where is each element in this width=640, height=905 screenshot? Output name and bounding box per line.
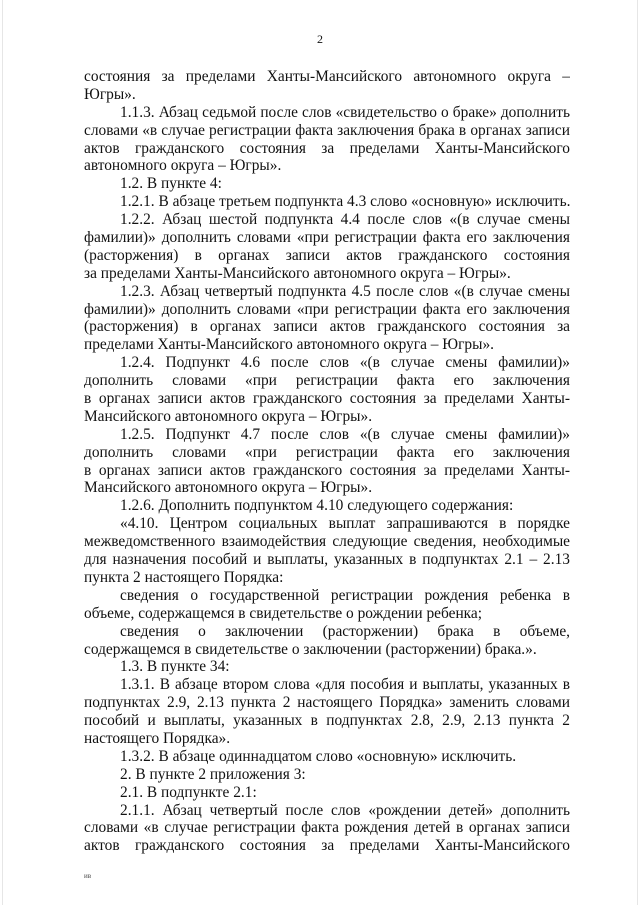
text-line: 1.2.1. В абзаце третьем подпункта 4.3 слово «основную» исключить. bbox=[120, 193, 571, 211]
text-line: фамилии)» дополнить словами «при регистрации факта его заключения bbox=[84, 300, 570, 318]
text-line: подпунктах 2.9, 2.13 пункта 2 настоящего Порядка» заменить словами bbox=[84, 694, 570, 712]
text-line: 2.1. В подпункте 2.1: bbox=[120, 783, 257, 801]
text-line: Югры». bbox=[84, 85, 136, 103]
text-line: 1.2.3. Абзац четвертый подпункта 4.5 после слов «(в случае смены bbox=[120, 282, 570, 300]
text-line: автономного округа – Югры». bbox=[84, 157, 282, 175]
text-line: в органах записи актов гражданского состояния за пределами Ханты- bbox=[84, 461, 570, 479]
text-line: словами «в случае регистрации факта рождения детей в органах записи bbox=[84, 819, 570, 837]
text-line: 1.2. В пункте 4: bbox=[120, 175, 222, 193]
text-line: фамилии)» дополнить словами «при регистрации факта его заключения bbox=[84, 229, 570, 247]
text-line: межведомственного взаимодействия следующие сведения, необходимые bbox=[84, 533, 570, 551]
page-number: 2 bbox=[317, 32, 323, 46]
text-line: для назначения пособий и выплаты, указанных в подпунктах 2.1 – 2.13 bbox=[84, 551, 570, 569]
text-line: дополнить словами «при регистрации факта его заключения bbox=[84, 372, 570, 390]
text-line: 1.2.4. Подпункт 4.6 после слов «(в случае смены фамилии)» bbox=[120, 354, 570, 372]
footer-mark: ив bbox=[84, 872, 92, 880]
text-line: словами «в случае регистрации факта заключения брака в органах записи bbox=[84, 121, 570, 139]
text-line: 1.2.6. Дополнить подпунктом 4.10 следующего содержания: bbox=[120, 497, 514, 515]
text-line: за пределами Ханты-Мансийского автономного округа – Югры». bbox=[84, 264, 511, 282]
scan-edge-right bbox=[637, 0, 638, 905]
text-line: дополнить словами «при регистрации факта его заключения bbox=[84, 443, 570, 461]
text-line: в органах записи актов гражданского состояния за пределами Ханты- bbox=[84, 390, 570, 408]
text-line: «4.10. Центром социальных выплат запрашиваются в порядке bbox=[120, 515, 570, 533]
text-line: сведения о заключении (расторжении) брака в объеме, bbox=[120, 622, 570, 640]
text-line: актов гражданского состояния за пределами Ханты-Мансийского bbox=[84, 837, 570, 855]
body-text bbox=[84, 68, 570, 855]
text-line: 1.3. В пункте 34: bbox=[120, 658, 230, 676]
text-line: 1.3.1. В абзаце втором слова «для пособия и выплаты, указанных в bbox=[120, 676, 570, 694]
text-line: Мансийского автономного округа – Югры». bbox=[84, 407, 373, 425]
text-line: сведения о государственной регистрации рождения ребенка в bbox=[120, 586, 570, 604]
text-line: пункта 2 настоящего Порядка: bbox=[84, 568, 284, 586]
text-line: 2.1.1. Абзац четвертый после слов «рождении детей» дополнить bbox=[120, 801, 570, 819]
text-line: объеме, содержащемся в свидетельстве о рождении ребенка; bbox=[84, 604, 483, 622]
text-line: пособий и выплаты, указанных в подпунктах 2.8, 2.9, 2.13 пункта 2 bbox=[84, 712, 570, 730]
text-line: Мансийского автономного округа – Югры». bbox=[84, 479, 373, 497]
text-line: актов гражданского состояния за пределами Ханты-Мансийского bbox=[84, 139, 570, 157]
text-line: 1.2.2. Абзац шестой подпункта 4.4 после слов «(в случае смены bbox=[120, 211, 570, 229]
text-line: 2. В пункте 2 приложения 3: bbox=[120, 765, 306, 783]
scan-edge-left bbox=[2, 0, 3, 905]
text-line: (расторжения) в органах записи актов гражданского состояния за bbox=[84, 318, 570, 336]
text-line: состояния за пределами Ханты-Мансийского автономного округа – bbox=[84, 68, 570, 85]
text-line: 1.1.3. Абзац седьмой после слов «свидетельство о браке» дополнить bbox=[120, 103, 570, 121]
text-line: настоящего Порядка». bbox=[84, 729, 231, 747]
text-line: 1.3.2. В абзаце одиннадцатом слово «основную» исключить. bbox=[120, 747, 517, 765]
text-line: содержащемся в свидетельстве о заключении (расторжении) брака.». bbox=[84, 640, 537, 658]
text-line: (расторжения) в органах записи актов гражданского состояния bbox=[84, 246, 570, 264]
text-line: пределами Ханты-Мансийского автономного округа – Югры». bbox=[84, 336, 494, 354]
text-line: 1.2.5. Подпункт 4.7 после слов «(в случае смены фамилии)» bbox=[120, 425, 570, 443]
